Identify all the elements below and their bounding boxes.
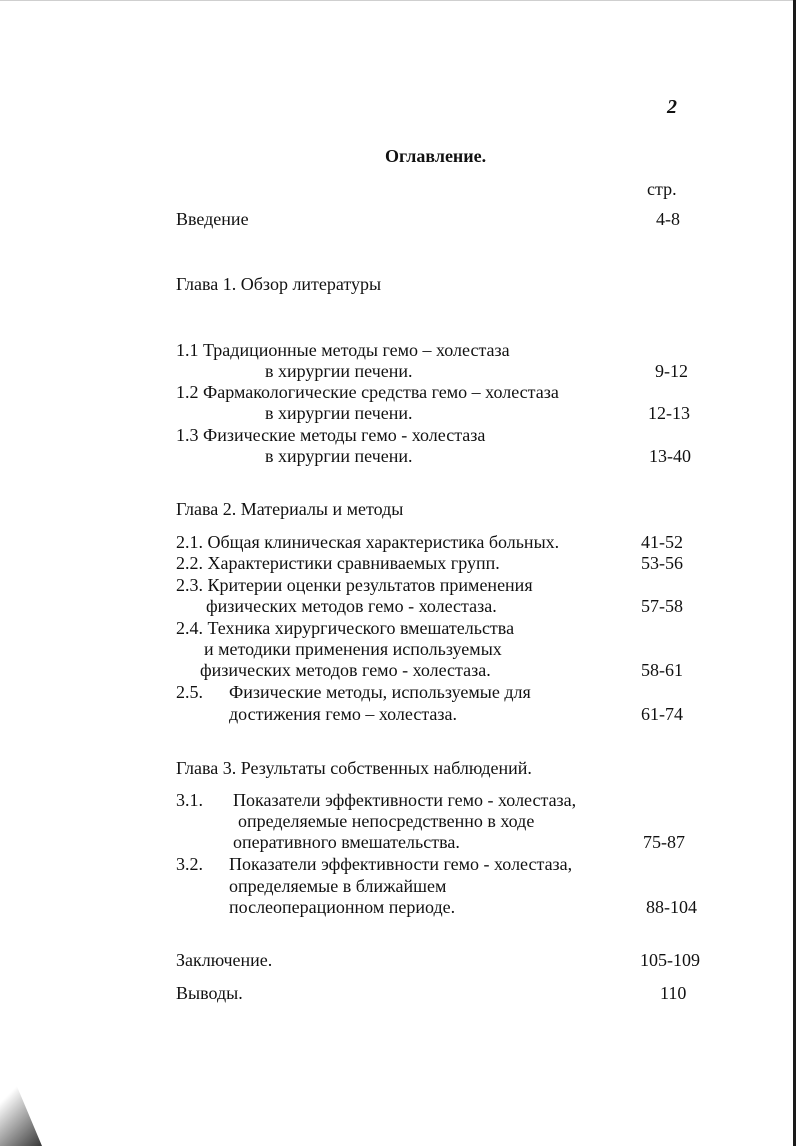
toc-page-1-2: 12-13 [648, 403, 690, 423]
toc-entry-3-2: Показатели эффективности гемо - холестаза, [229, 854, 573, 874]
toc-entry-2-3-cont: физических методов гемо - холестаза. [206, 596, 497, 616]
page-column-header: стр. [647, 179, 677, 199]
toc-page-findings: 110 [660, 983, 687, 1003]
toc-title: Оглавление. [385, 146, 487, 166]
toc-entry-2-5: Физические методы, используемые для [229, 682, 531, 702]
toc-entry-3-1: Показатели эффективности гемо - холестаза, [233, 790, 577, 810]
toc-page-2-5: 61-74 [641, 704, 683, 724]
toc-entry-1-1: 1.1 Традиционные методы гемо – холестаза [176, 340, 510, 360]
toc-page-3-1: 75-87 [643, 832, 685, 852]
toc-page-2-1: 41-52 [641, 532, 683, 552]
toc-entry-3-1-number: 3.1. [176, 790, 203, 810]
toc-entry-conclusion: Заключение. [176, 950, 273, 970]
toc-entry-2-5-cont: достижения гемо – холестаза. [229, 704, 458, 724]
toc-entry-intro: Введение [176, 209, 249, 229]
toc-page-1-3: 13-40 [649, 446, 691, 466]
toc-entry-3-1-cont1: определяемые непосредственно в ходе [238, 811, 535, 831]
toc-entry-2-2: 2.2. Характеристики сравниваемых групп. [176, 553, 500, 573]
toc-entry-1-2: 1.2 Фармакологические средства гемо – холестаза [176, 382, 559, 402]
toc-entry-2-4-cont1: и методики применения используемых [204, 639, 502, 659]
toc-entry-2-4: 2.4. Техника хирургического вмешательства [176, 618, 515, 638]
toc-entry-2-4-cont2: физических методов гемо - холестаза. [200, 660, 491, 680]
toc-entry-findings: Выводы. [176, 983, 243, 1003]
toc-entry-1-3: 1.3 Физические методы гемо - холестаза [176, 425, 486, 445]
toc-entry-1-2-cont: в хирургии печени. [265, 403, 413, 423]
toc-page-intro: 4-8 [656, 209, 680, 229]
toc-page-1-1: 9-12 [655, 361, 688, 381]
chapter-1-heading: Глава 1. Обзор литературы [176, 274, 382, 294]
page-top-edge [0, 0, 796, 1]
toc-entry-3-2-cont1: определяемые в ближайшем [229, 876, 447, 896]
chapter-3-heading: Глава 3. Результаты собственных наблюдений. [176, 758, 532, 778]
page-number: 2 [667, 96, 677, 118]
toc-entry-2-5-number: 2.5. [176, 682, 203, 702]
toc-entry-2-1: 2.1. Общая клиническая характеристика больных. [176, 532, 560, 552]
toc-page-2-3: 57-58 [641, 596, 683, 616]
toc-page-2-2: 53-56 [641, 553, 683, 573]
scan-artifact [0, 1046, 42, 1146]
chapter-2-heading: Глава 2. Материалы и методы [176, 499, 404, 519]
toc-entry-1-3-cont: в хирургии печени. [265, 446, 413, 466]
toc-entry-2-3: 2.3. Критерии оценки результатов применения [176, 575, 533, 595]
toc-page-3-2: 88-104 [646, 897, 697, 917]
toc-page-2-4: 58-61 [641, 660, 683, 680]
toc-entry-3-2-cont2: послеоперационном периоде. [229, 897, 456, 917]
toc-entry-3-1-cont2: оперативного вмешательства. [233, 832, 460, 852]
toc-entry-1-1-cont: в хирургии печени. [265, 361, 413, 381]
toc-entry-3-2-number: 3.2. [176, 854, 203, 874]
toc-page-conclusion: 105-109 [640, 950, 700, 970]
